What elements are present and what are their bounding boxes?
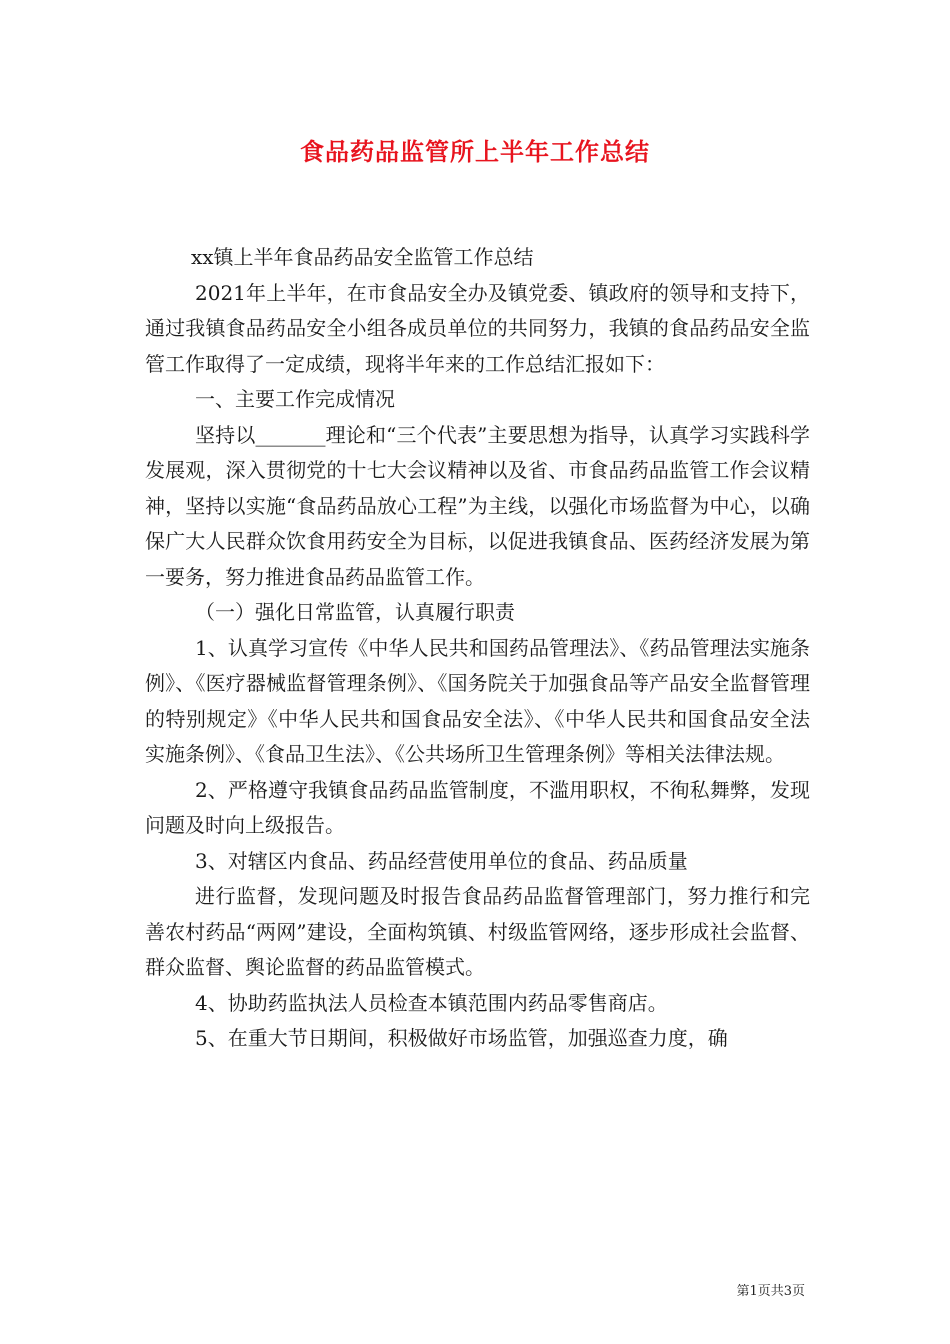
paragraph-item-3: 3、对辖区内食品、药品经营使用单位的食品、药品质量	[195, 848, 688, 873]
paragraph-item-4: 4、协助药监执法人员检查本镇范围内药品零售商店。	[195, 990, 668, 1015]
section-heading: 一、主要工作完成情况	[195, 387, 395, 411]
paragraph-intro: 2021年上半年，在市食品安全办及镇党委、镇政府的领导和支持下，通过我镇食品药品安全小组各成员单位的共同努力，我镇的食品药品安全监管工作取得了一定成绩，现将半年来的工作总结汇报如下：	[145, 280, 810, 376]
document-body	[145, 240, 810, 1057]
document-title: 食品药品监管所上半年工作总结	[300, 137, 650, 166]
paragraph-item-1: 1、认真学习宣传《中华人民共和国药品管理法》、《药品管理法实施条例》、《医疗器械监督管理条例》、《国务院关于加强食品等产品安全监督管理的特别规定》《中华人民共和国食品安全法》、《中华人民共和国食品安全法实施条例》、《食品卫生法》、《公共场所卫生管理条例》等相关法律法规。	[145, 635, 810, 766]
paragraph-item-3-cont: 进行监督，发现问题及时报告食品药品监督管理部门，努力推行和完善农村药品“两网”建设，全面构筑镇、村级监管网络，逐步形成社会监督、群众监督、舆论监督的药品监管模式。	[145, 884, 810, 979]
subsection-heading: （一）强化日常监管，认真履行职责	[195, 600, 515, 624]
paragraph-item-2: 2、严格遵守我镇食品药品监管制度，不滥用职权，不徇私舞弊，发现问题及时向上级报告。	[145, 777, 810, 837]
paragraph-item-5: 5、在重大节日期间，积极做好市场监管，加强巡查力度，确	[195, 1026, 728, 1050]
page-number: 第1页共3页	[736, 1284, 805, 1299]
paragraph-guideline: 坚持以_______理论和“三个代表”主要思想为指导，认真学习实践科学发展观，深入贯彻党的十七大会议精神以及省、市食品药品监管工作会议精神，坚持以实施“食品药品放心工程”为主线，以强化市场监督为中心，以确保广大人民群众饮食用药安全为目标，以促进我镇食品、医药经济发展为第一要务，努力推进食品药品监管工作。	[145, 422, 810, 589]
document-subtitle: xx镇上半年食品药品安全监管工作总结	[191, 245, 534, 269]
